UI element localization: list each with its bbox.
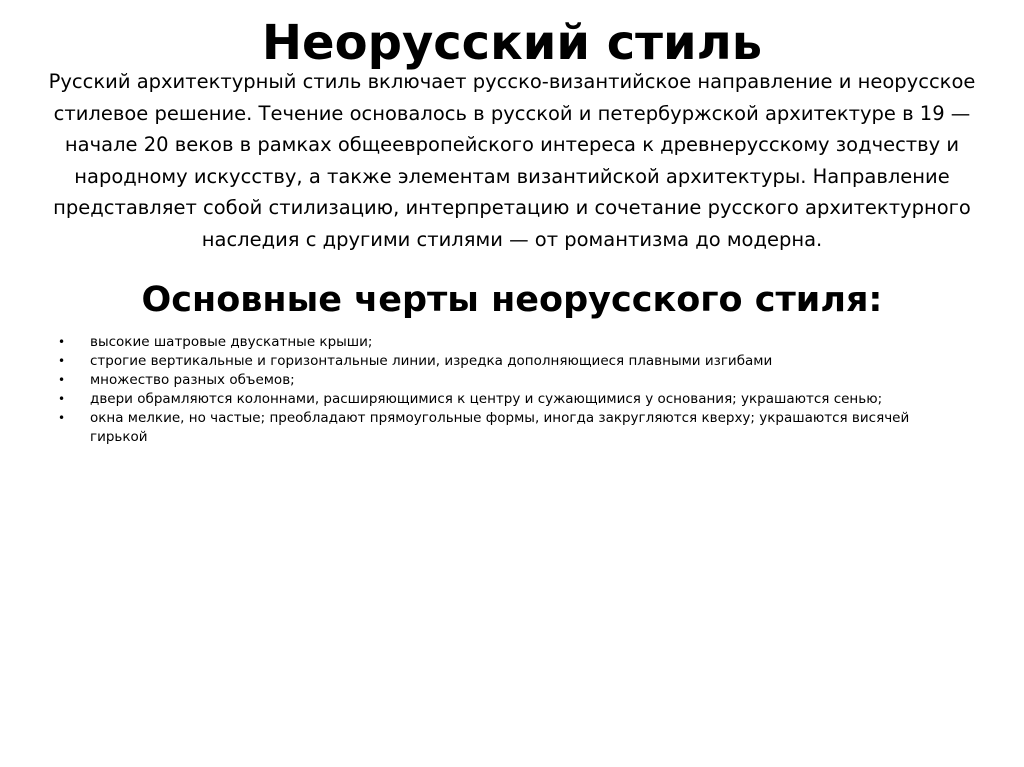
features-list bbox=[60, 333, 960, 447]
list-item-text: строгие вертикальные и горизонтальные линии, изредка дополняющиеся плавными изгибами bbox=[90, 353, 773, 369]
list-item bbox=[60, 390, 960, 409]
list-item-text: окна мелкие, но частые; преобладают прямоугольные формы, иногда закругляются кверху; украшаются висячей гирькой bbox=[90, 410, 910, 445]
list-item bbox=[60, 333, 960, 352]
list-item-text: высокие шатровые двускатные крыши; bbox=[90, 334, 373, 350]
bullet-icon: • bbox=[58, 373, 66, 387]
list-item bbox=[60, 371, 960, 390]
slide-title: Неорусский стиль bbox=[261, 15, 763, 71]
bullet-icon: • bbox=[58, 335, 66, 349]
list-item-text: множество разных объемов; bbox=[90, 372, 295, 388]
bullet-icon: • bbox=[58, 392, 66, 406]
list-item-text: двери обрамляются колоннами, расширяющимися к центру и сужающимися у основания; украшаются сенью; bbox=[90, 391, 883, 407]
list-item bbox=[60, 352, 960, 371]
intro-paragraph: Русский архитектурный стиль включает русско-византийское направление и неорусское стилевое решение. Течение основалось в русской и петербуржской архитектуре в 19 — начале 20 веков в рамках общеевропейского интереса к древнерусскому зодчеству и народному искусству, а также элементам византийской архитектуры. Направление представляет собой стилизацию, интерпретацию и сочетание русского архитектурного наследия с другими стилями — от романтизма до модерна. bbox=[48, 70, 976, 251]
bullet-icon: • bbox=[58, 354, 66, 368]
features-heading: Основные черты неорусского стиля: bbox=[141, 280, 883, 320]
list-item bbox=[60, 409, 960, 447]
bullet-icon: • bbox=[58, 411, 66, 425]
